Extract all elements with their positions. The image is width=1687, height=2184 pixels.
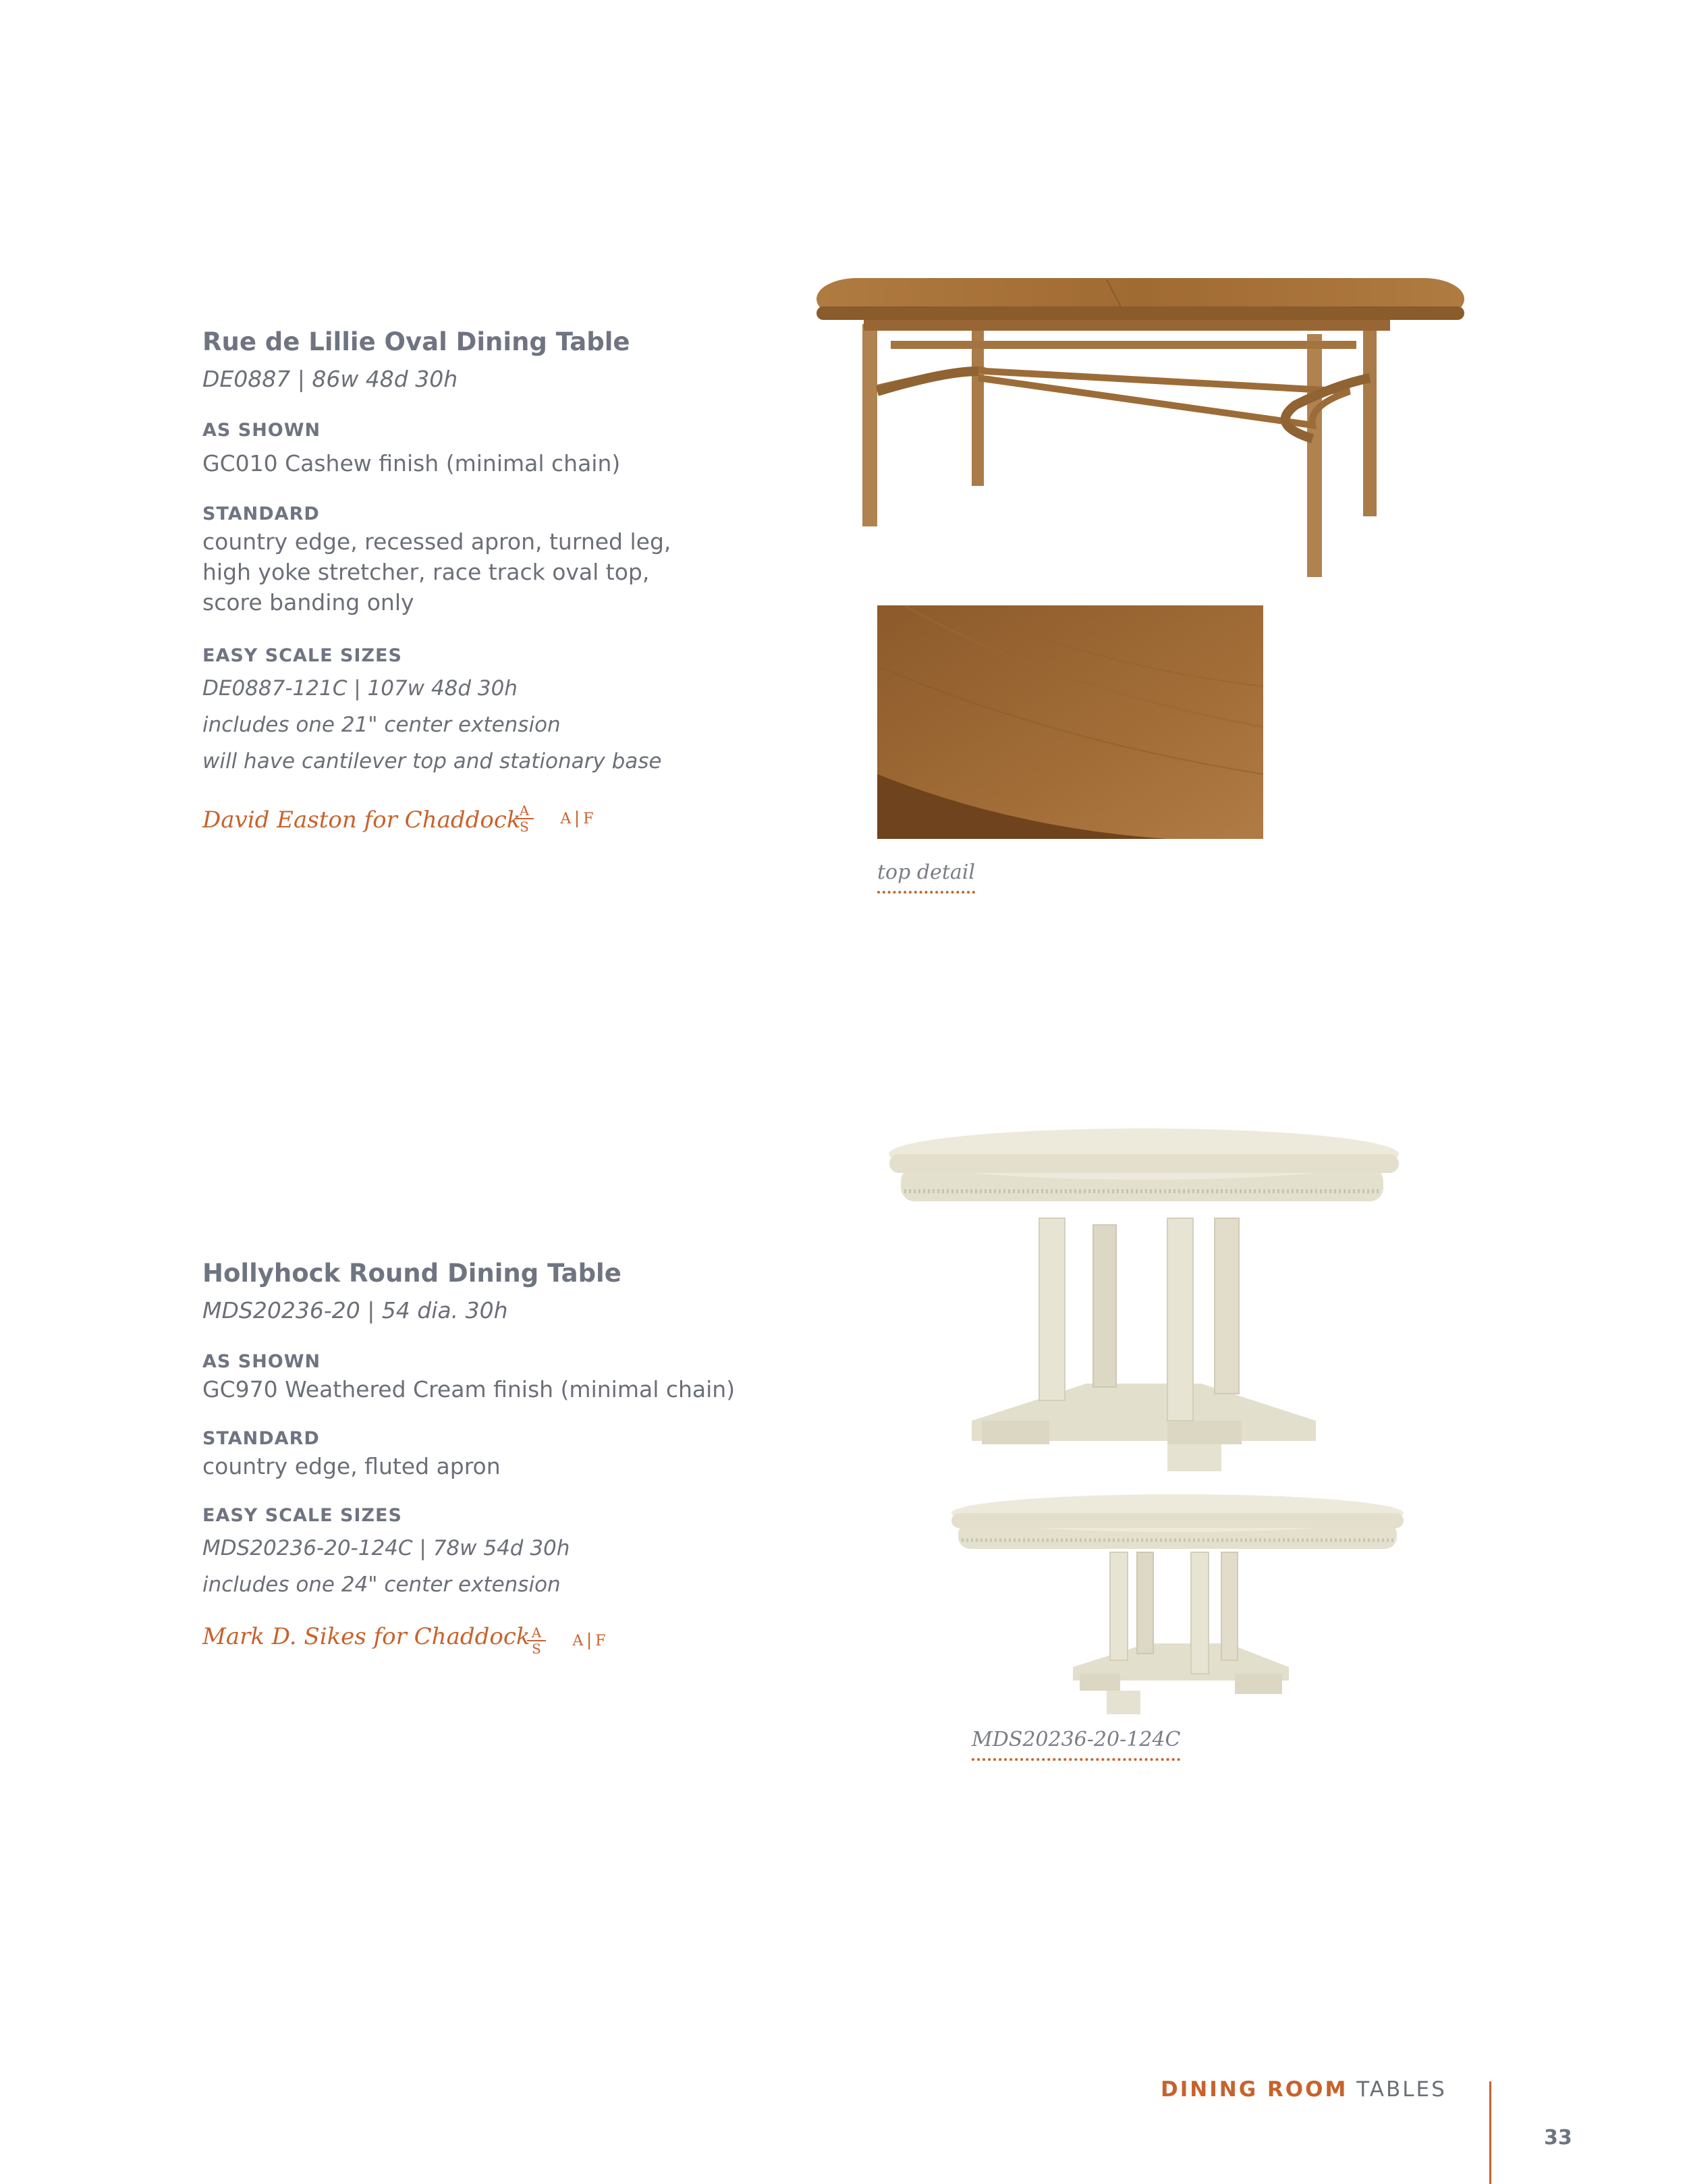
fluted-column [1039, 1218, 1065, 1400]
section-subcategory: TABLES [1356, 2077, 1447, 2102]
easy-scale-line: will have cantilever top and stationary base [202, 749, 662, 773]
fluted-column [1093, 1225, 1116, 1387]
logo-letter: A [531, 1625, 542, 1641]
product-title: Hollyhock Round Dining Table [202, 1259, 621, 1288]
extended-table-image [945, 1492, 1410, 1721]
pedestal-foot [1167, 1444, 1221, 1471]
product-sku: DE0887 | 86w 48d 30h [202, 366, 458, 392]
standard-line: high yoke stretcher, race track oval top, [202, 559, 650, 585]
standard-label: STANDARD [202, 503, 320, 524]
as-shown-label: AS SHOWN [202, 420, 321, 441]
fluted-column [1191, 1552, 1209, 1674]
easy-scale-label: EASY SCALE SIZES [202, 1505, 402, 1526]
table-stretcher-bar [891, 341, 1356, 349]
table-leg [862, 324, 877, 526]
logo-letter: F [595, 1632, 606, 1649]
as-af-logo [525, 1625, 611, 1656]
table-top-edge [889, 1154, 1399, 1173]
as-shown-text: GC010 Cashew finish (minimal chain) [202, 450, 621, 476]
logo-letter: F [583, 810, 594, 827]
standard-line: score banding only [202, 589, 414, 616]
round-pedestal-table-image [884, 1124, 1404, 1475]
easy-scale-line: includes one 24" center extension [202, 1573, 561, 1597]
extended-table-caption: MDS20236-20-124C [972, 1728, 1180, 1761]
top-detail-caption: top detail [877, 861, 975, 894]
fluted-column [1110, 1552, 1128, 1660]
standard-line: country edge, recessed apron, turned leg, [202, 528, 671, 555]
easy-scale-line: includes one 21" center extension [202, 713, 561, 737]
standard-line: country edge, fluted apron [202, 1453, 501, 1479]
top-detail-image [877, 605, 1263, 839]
product-sku: MDS20236-20 | 54 dia. 30h [202, 1297, 508, 1323]
logo-letter: S [527, 1640, 546, 1656]
as-af-logo [513, 803, 599, 834]
designer-credit[interactable]: Mark D. Sikes for Chaddock [202, 1623, 530, 1650]
logo-letter: S [515, 818, 534, 834]
section-heading [1161, 2077, 1447, 2102]
table-top-edge [817, 306, 1464, 320]
pedestal-foot [1107, 1691, 1140, 1714]
table-leg [1363, 324, 1377, 516]
designer-credit[interactable]: David Easton for Chaddock [202, 807, 521, 834]
pedestal-foot [982, 1421, 1049, 1444]
fluted-column [1167, 1218, 1193, 1421]
standard-label: STANDARD [202, 1428, 320, 1449]
fluted-column [1215, 1218, 1239, 1394]
page-number: 33 [1544, 2126, 1572, 2150]
pedestal-foot [1080, 1674, 1120, 1691]
easy-scale-line: DE0887-121C | 107w 48d 30h [202, 676, 518, 701]
pedestal-foot [1235, 1674, 1282, 1694]
as-shown-label: AS SHOWN [202, 1351, 321, 1372]
fluted-column [1221, 1552, 1238, 1660]
table-leg [1307, 334, 1322, 577]
logo-letter: A [519, 802, 530, 819]
pedestal-foot [1167, 1421, 1242, 1444]
logo-letter: A [555, 811, 578, 827]
footer-divider [1489, 2081, 1491, 2184]
fluted-column [1137, 1552, 1153, 1654]
as-shown-text: GC970 Weathered Cream finish (minimal chain) [202, 1376, 736, 1402]
section-category: DINING ROOM [1161, 2077, 1348, 2102]
easy-scale-label: EASY SCALE SIZES [202, 645, 402, 666]
table-top-edge [951, 1513, 1404, 1528]
product-title: Rue de Lillie Oval Dining Table [202, 327, 630, 356]
logo-letter: A [567, 1633, 590, 1649]
oval-dining-table-image [810, 270, 1471, 594]
easy-scale-line: MDS20236-20-124C | 78w 54d 30h [202, 1536, 570, 1560]
